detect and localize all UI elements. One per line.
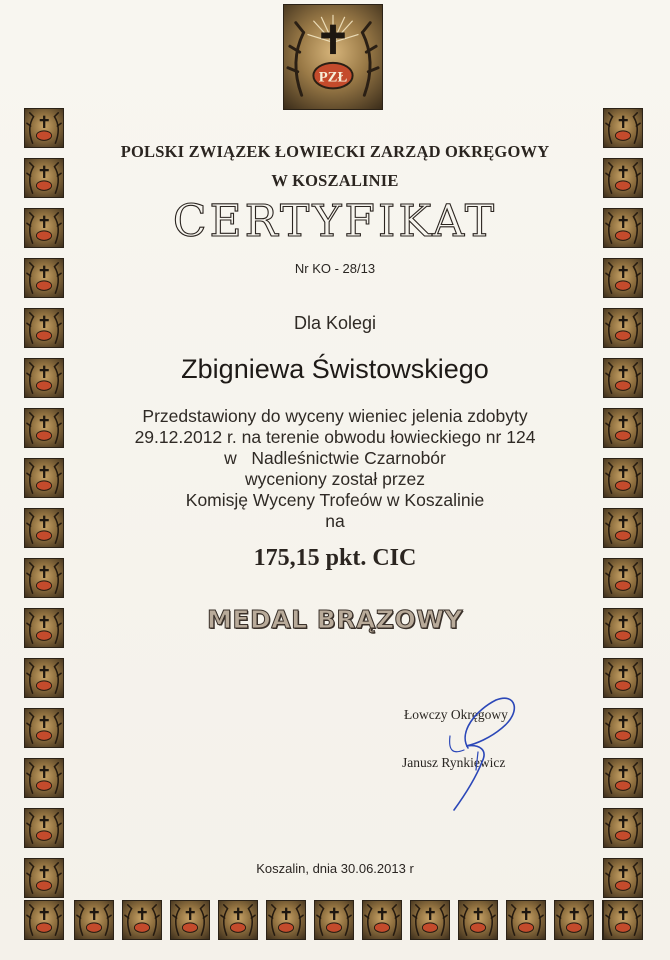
border-emblem-tile-icon: [218, 900, 258, 940]
border-emblem-tile-icon: [314, 900, 354, 940]
certificate-number: Nr KO - 28/13: [294, 261, 376, 276]
border-emblem-tile-icon: [24, 658, 64, 698]
certificate-title: CERTYFIKAT: [172, 196, 498, 247]
recipient-name: Zbigniewa Świstowskiego: [181, 354, 489, 384]
border-emblem-tile-icon: [603, 758, 643, 798]
border-emblem-tile-icon: [266, 900, 306, 940]
border-emblem-tile-icon: [603, 808, 643, 848]
body-line-5: Komisję Wyceny Trofeów w Koszalinie: [185, 490, 485, 510]
border-emblem-tile-icon: [24, 758, 64, 798]
organization-line-2: W KOSZALINIE: [271, 171, 399, 190]
pzl-emblem-icon: [283, 4, 383, 110]
body-line-4: wyceniony został przez: [245, 469, 425, 489]
handwritten-signature: [430, 692, 530, 814]
organization-line-1: POLSKI ZWIĄZEK ŁOWIECKI ZARZĄD OKRĘGOWY: [120, 142, 550, 161]
signatory-role: Łowczy Okręgowy: [404, 707, 508, 722]
border-emblem-tile-icon: [506, 900, 546, 940]
place-and-date: Koszalin, dnia 30.06.2013 r: [256, 861, 414, 876]
border-emblem-tile-icon: [603, 900, 643, 940]
border-emblem-tile-icon: [458, 900, 498, 940]
border-emblem-tile-icon: [603, 708, 643, 748]
border-emblem-tile-icon: [362, 900, 402, 940]
svg-text:PZŁ: PZŁ: [318, 69, 348, 86]
award-title: MEDAL BRĄZOWY: [207, 605, 463, 634]
border-emblem-tile-icon: [24, 708, 64, 748]
border-emblem-tile-icon: [410, 900, 450, 940]
body-line-6: na: [325, 511, 345, 531]
body-line-1: Przedstawiony do wyceny wieniec jelenia zdobyty: [142, 406, 528, 426]
body-line-2: 29.12.2012 r. na terenie obwodu łowieckiego nr 124: [134, 427, 536, 447]
border-emblem-tile-icon: [603, 658, 643, 698]
salutation: Dla Kolegi: [293, 313, 377, 333]
border-emblem-tile-icon: [122, 900, 162, 940]
signatory-name: Janusz Rynkiewicz: [402, 755, 506, 770]
border-emblem-tile-icon: [554, 900, 594, 940]
score: 175,15 pkt. CIC: [253, 545, 417, 571]
body-line-3: w Nadleśnictwie Czarnobór: [224, 448, 446, 468]
border-emblem-tile-icon: [24, 808, 64, 848]
border-emblem-tile-icon: [74, 900, 114, 940]
border-emblem-tile-icon: [24, 900, 64, 940]
border-emblem-tile-icon: [170, 900, 210, 940]
